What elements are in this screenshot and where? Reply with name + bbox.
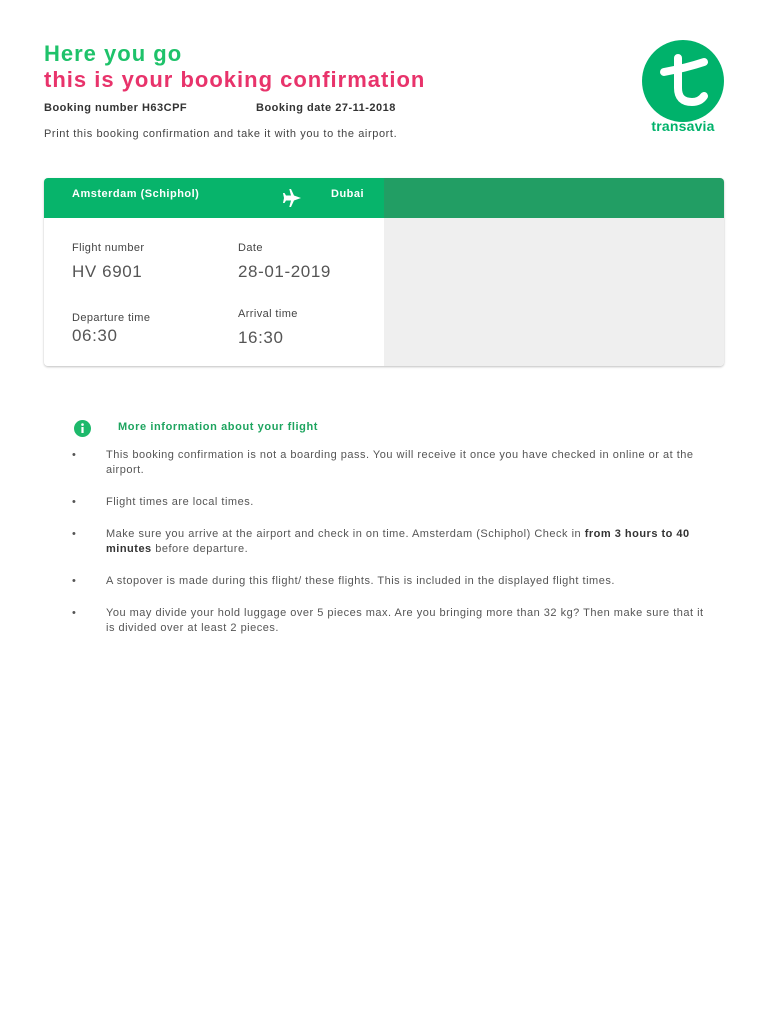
departure-time-value: 06:30 [72, 326, 118, 345]
list-item [72, 606, 712, 636]
date-label: Date [238, 242, 263, 254]
title-line-1: Here you go [44, 41, 183, 66]
bullet: • [72, 449, 77, 461]
bullet: • [72, 575, 77, 587]
list-item [72, 574, 712, 589]
flight-details-panel [44, 178, 384, 366]
side-panel-header [384, 178, 724, 218]
bullet: • [72, 607, 77, 619]
info-title: More information about your flight [118, 421, 319, 433]
info-text: You may divide your hold luggage over 5 pieces max. Are you bringing more than 32 kg? Then make sure that it is divided over at least 2 pieces. [106, 607, 704, 634]
info-icon [74, 420, 91, 437]
list-item [72, 495, 712, 510]
logo-wordmark: transavia [651, 118, 715, 134]
info-text: A stopover is made during this flight/ these flights. This is included in the displayed flight times. [106, 575, 615, 587]
route-destination: Dubai [331, 188, 365, 200]
date-value: 28-01-2019 [238, 262, 331, 281]
list-item [72, 448, 712, 478]
booking-number: Booking number H63CPF [44, 102, 188, 114]
side-panel [384, 178, 724, 366]
arrival-time-label: Arrival time [238, 308, 298, 320]
flight-card [44, 178, 724, 366]
route-origin: Amsterdam (Schiphol) [72, 188, 200, 200]
print-note: Print this booking confirmation and take it with you to the airport. [44, 128, 398, 140]
route-bar [44, 178, 384, 218]
info-list [72, 448, 712, 653]
info-text: This booking confirmation is not a boarding pass. You will receive it once you have checked in online or at the airport. [106, 449, 694, 476]
flight-number-label: Flight number [72, 242, 145, 254]
info-text: Flight times are local times. [106, 496, 254, 508]
bullet: • [72, 496, 77, 508]
info-text-pre: Make sure you arrive at the airport and check in on time. Amsterdam (Schiphol) Check in [106, 528, 585, 540]
transavia-logo [640, 40, 726, 136]
arrival-time-value: 16:30 [238, 328, 284, 347]
booking-date: Booking date 27-11-2018 [256, 102, 396, 114]
flight-number-value: HV 6901 [72, 262, 143, 281]
check-in-window: from 3 hours to 40 minutes [106, 528, 690, 555]
info-text-post: before departure. [151, 543, 249, 555]
airplane-icon [280, 186, 304, 210]
list-item [72, 527, 712, 557]
title-line-2: this is your booking confirmation [44, 67, 426, 92]
bullet: • [72, 528, 77, 540]
transavia-t-logo-icon [642, 40, 724, 122]
departure-time-label: Departure time [72, 312, 151, 324]
